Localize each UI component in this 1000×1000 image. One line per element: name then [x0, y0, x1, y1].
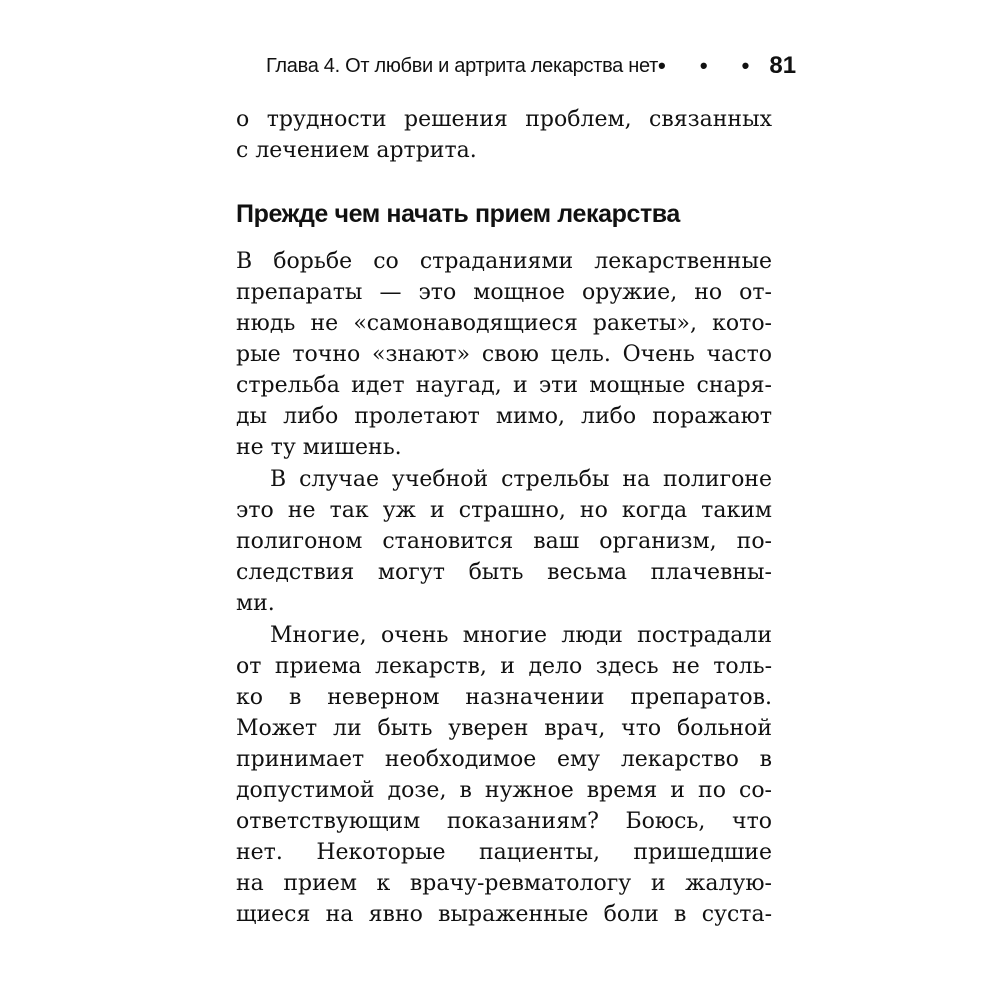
text-line: с лечением артрита.	[236, 138, 477, 163]
text-line: Многие, очень многие люди пострадали	[270, 623, 772, 648]
text-line: о трудности решения проблем, связанных	[236, 107, 772, 132]
text-line: допустимой дозе, в нужное время и по со-	[236, 778, 772, 803]
text-line: Может ли быть уверен врач, что больной	[236, 716, 772, 741]
text-line: рые точно «знают» свою цель. Очень часто	[236, 342, 772, 367]
paragraph-1	[236, 246, 772, 463]
text-line: полигоном становится ваш организм, по-	[236, 529, 772, 554]
text-line: В борьбе со страданиями лекарственные	[236, 249, 772, 274]
text-line: ды либо пролетают мимо, либо поражают	[236, 404, 772, 429]
text-line: принимает необходимое ему лекарство в	[236, 747, 772, 772]
text-line: стрельба идет наугад, и эти мощные снаря-	[236, 373, 772, 398]
text-line: препараты — это мощное оружие, но от-	[236, 280, 772, 305]
text-line: ми.	[236, 591, 275, 616]
text-line: от приема лекарств, и дело здесь не толь-	[236, 654, 772, 679]
intro-text	[236, 104, 772, 166]
text-line: ко в неверном назначении препаратов.	[236, 685, 772, 710]
text-line: щиеся на явно выраженные боли в суста-	[236, 902, 772, 927]
header-dots: • • •	[658, 53, 764, 78]
text-line: ответствующим показаниям? Боюсь, что	[236, 809, 772, 834]
text-line: это не так уж и страшно, но когда таким	[236, 498, 772, 523]
running-title: Глава 4. От любви и артрита лекарства нет	[266, 54, 659, 77]
section-heading: Прежде чем начать прием лекарства	[236, 200, 680, 228]
paragraph-3	[236, 620, 772, 930]
header-right	[658, 52, 796, 80]
text-line: следствия могут быть весьма плачевны-	[236, 560, 772, 585]
page-header	[266, 48, 797, 84]
paragraph-2	[236, 464, 772, 619]
text-line: нюдь не «самонаводящиеся ракеты», кото-	[236, 311, 772, 336]
text-line: нет. Некоторые пациенты, пришедшие	[236, 840, 772, 865]
text-line: В случае учебной стрельбы на полигоне	[270, 467, 772, 492]
text-line: не ту мишень.	[236, 435, 402, 460]
page-number: 81	[769, 52, 797, 79]
text-line: на прием к врачу-ревматологу и жалую-	[236, 871, 772, 896]
